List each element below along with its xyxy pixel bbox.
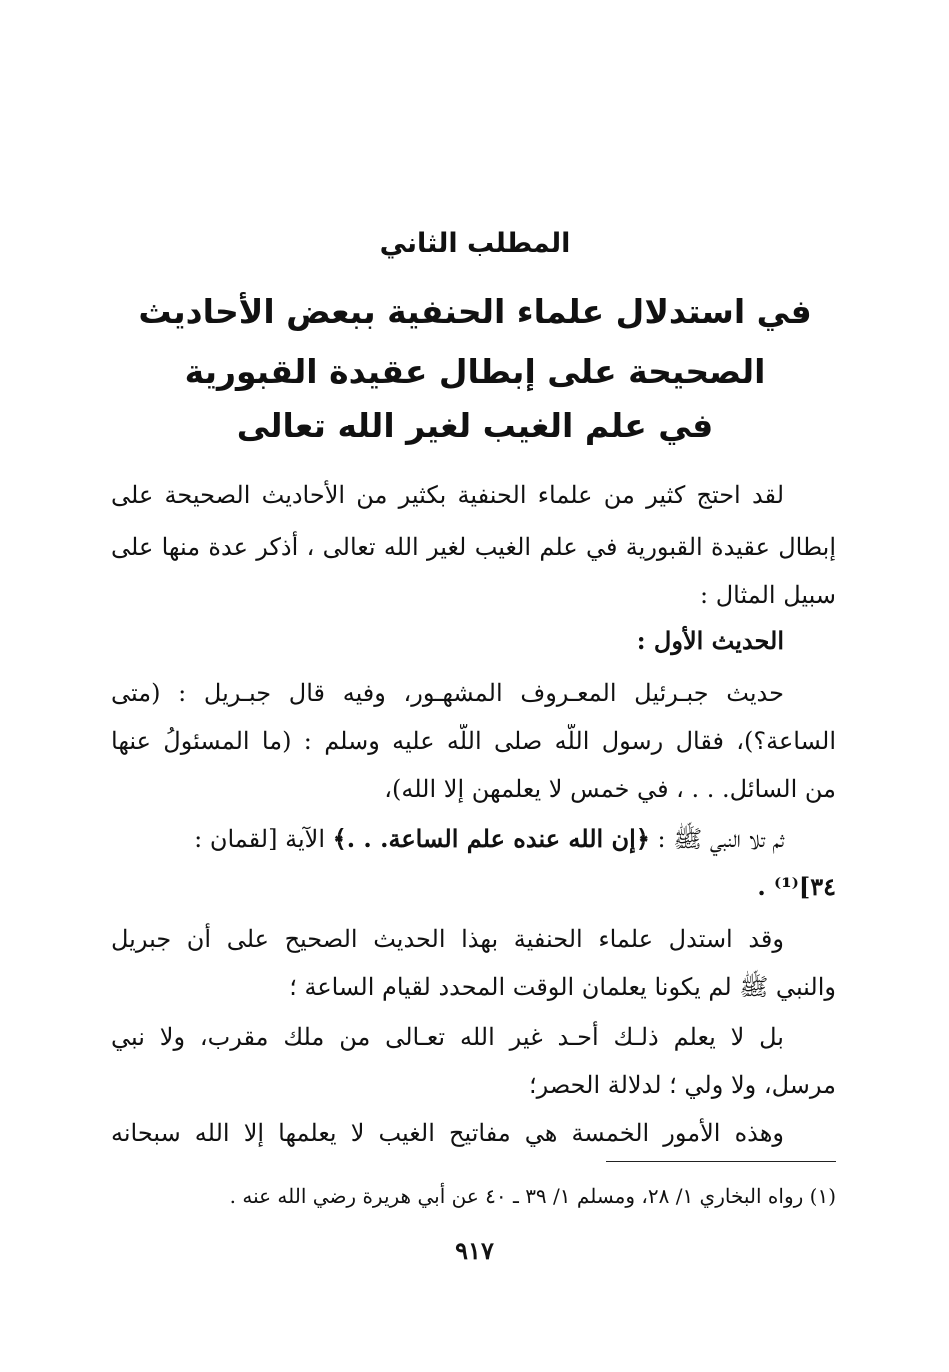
- paragraph-line: سبيل المثال :: [700, 581, 836, 609]
- chapter-title-line-1: في استدلال علماء الحنفية ببعض الأحاديث: [138, 292, 812, 331]
- hadith-section-title: الحديث الأول :: [636, 626, 784, 655]
- paragraph-line: من السائل. . . ، في خمس لا يعلمهن إلا الله)،: [384, 775, 836, 803]
- paragraph-line: الساعة؟)، فقال رسول اللّه صلى اللّه عليه وسلم : (ما المسئولُ عنها: [111, 727, 836, 755]
- footnote: (١) رواه البخاري ١/ ٢٨، ومسلم ١/ ٣٩ ـ ٤٠ عن أبي هريرة رضي الله عنه .: [229, 1184, 836, 1208]
- paragraph-line: والنبي ﷺ لم يكونا يعلمان الوقت المحدد لقيام الساعة ؛: [289, 973, 836, 1001]
- paragraph-line: حديث جبـرئيل المعـروف المشهـور، وفيه قال جبـريل : (متى: [111, 679, 784, 707]
- page-number: ٩١٧: [455, 1236, 494, 1265]
- paragraph-line: لقد احتج كثير من علماء الحنفية بكثير من الأحاديث الصحيحة على: [111, 481, 785, 509]
- chapter-title-line-2: الصحيحة على إبطال عقيدة القبورية: [184, 352, 766, 391]
- paragraph-line: وقد استدل علماء الحنفية بهذا الحديث الصحيح على أن جبريل: [111, 925, 784, 953]
- verse-reference: الآية [لقمان :: [194, 825, 333, 853]
- paragraph-line: إبطال عقيدة القبورية في علم الغيب لغير الله تعالى ، أذكر عدة منها على: [111, 533, 836, 561]
- paragraph-line: وهذه الأمور الخمسة هي مفاتيح الغيب لا يعلمها إلا الله سبحانه: [111, 1119, 784, 1147]
- section-subtitle: المطلب الثاني: [379, 228, 571, 259]
- paragraph-line: بل لا يعلم ذلـك أحـد غير الله تعـالى من ملك مقرب، ولا نبي: [111, 1023, 784, 1051]
- quran-verse: ﴿إن الله عنده علم الساعة. . .﴾: [332, 824, 650, 853]
- quote-intro: ثم تلا النبي ﷺ :: [649, 825, 784, 853]
- footnote-divider: [606, 1161, 836, 1162]
- chapter-title-line-3: في علم الغيب لغير الله تعالى: [236, 406, 714, 445]
- paragraph-line: مرسل، ولا ولي ؛ لدلالة الحصر؛: [528, 1071, 836, 1099]
- quran-quote-line: [111, 822, 836, 856]
- verse-number-line: ٣٤]⁽¹⁾ .: [757, 872, 836, 901]
